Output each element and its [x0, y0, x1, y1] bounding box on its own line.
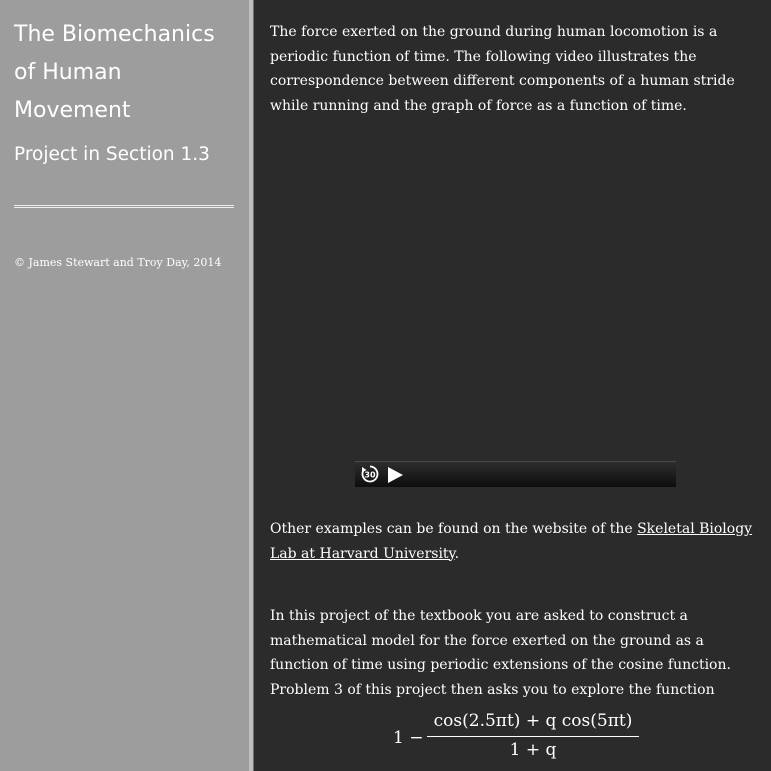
intro-paragraph: The force exerted on the ground during human locomotion is a periodic function of time. The following video illustrates the correspondence between different components of a human stride while running and the graph of force as a function of time. [270, 24, 735, 114]
divider [14, 205, 234, 208]
intro-section [270, 20, 762, 118]
sidebar-border [249, 0, 254, 771]
video-area[interactable] [270, 130, 762, 460]
title-line: of Human [14, 60, 122, 85]
skip-back-30-button[interactable] [360, 464, 380, 484]
play-icon [386, 466, 404, 484]
formula-leading-term: 1 − [393, 728, 424, 748]
harvard-lab-link[interactable]: Skeletal Biology Lab at Harvard University [270, 521, 753, 562]
title-line: The Biomechanics [14, 22, 215, 47]
project-section [270, 604, 762, 702]
page-title [14, 16, 244, 130]
video-controls [355, 461, 676, 487]
examples-text: Other examples can be found on the website of the [270, 521, 638, 537]
skip-back-label: 30 [364, 470, 376, 480]
formula-denominator: 1 + q [509, 740, 557, 760]
project-paragraph: In this project of the textbook you are asked to construct a mathematical model for the force exerted on the ground as a function of time using periodic extensions of the cosine function. Problem 3 of this project then asks you to explore the function [270, 608, 731, 698]
skip-back-30-icon [360, 464, 380, 484]
examples-paragraph [270, 517, 762, 566]
title-line: Movement [14, 98, 131, 123]
formula-numerator: cos(2.5πt) + q cos(5πt) [427, 708, 639, 737]
formula-fraction [427, 708, 639, 763]
examples-period: . [454, 545, 460, 562]
examples-section [270, 517, 762, 566]
copyright-notice: © James Stewart and Troy Day, 2014 [14, 256, 222, 269]
play-button[interactable] [386, 466, 404, 484]
force-formula [393, 708, 653, 768]
section-subtitle: Project in Section 1.3 [14, 144, 210, 165]
sidebar [0, 0, 249, 771]
